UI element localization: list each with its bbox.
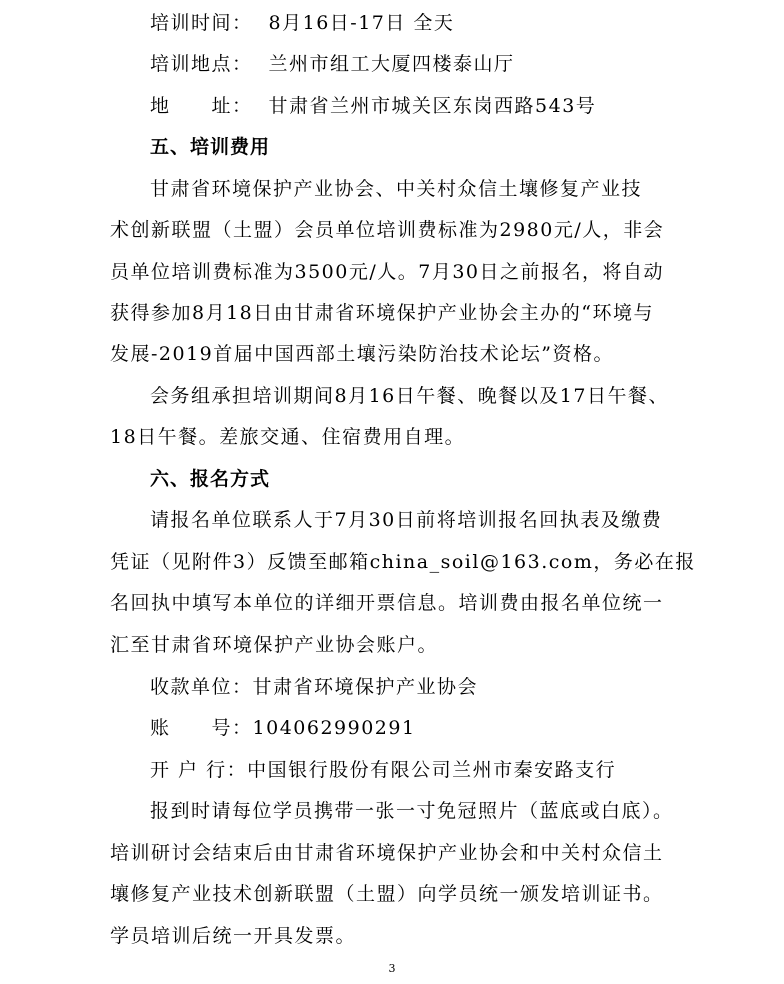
training-address-value: 甘肃省兰州市城关区东岗西路543号: [268, 95, 597, 117]
training-place-value: 兰州市组工大厦四楼泰山厅: [268, 53, 515, 75]
section6-p1-line2: 凭证（见附件3）反馈至邮箱china_soil@163.com，务必在报: [110, 551, 696, 573]
section5-p1-line1: 甘肃省环境保护产业协会、中关村众信土壤修复产业技: [150, 178, 643, 200]
section6-p2-line3: 壤修复产业技术创新联盟（土盟）向学员统一颁发培训证书。: [110, 883, 664, 905]
section6-p1-line4: 汇至甘肃省环境保护产业协会账户。: [110, 634, 439, 656]
section5-p1-line4: 获得参加8月18日由甘肃省环境保护产业协会主办的“环境与: [110, 302, 654, 324]
page-number: 3: [388, 962, 396, 975]
training-place-label: 培训地点：: [150, 53, 253, 75]
account-line: [150, 716, 416, 740]
bank-value: 中国银行股份有限公司兰州市秦安路支行: [247, 759, 617, 781]
section5-p2-line2: 18日午餐。差旅交通、住宿费用自理。: [110, 426, 466, 448]
training-time-label: 培训时间：: [150, 12, 253, 34]
section5-p1-line2: 术创新联盟（土盟）会员单位培训费标准为2980元/人，非会: [110, 219, 665, 241]
section6-p2-line4: 学员培训后统一开具发票。: [110, 925, 357, 947]
section6-p2-line1: 报到时请每位学员携带一张一寸免冠照片（蓝底或白底）。: [150, 800, 674, 822]
training-time-line: [150, 11, 454, 35]
section5-p2-line1: 会务组承担培训期间8月16日午餐、晚餐以及17日午餐、: [150, 385, 669, 407]
training-address-label: 地 址：: [150, 95, 253, 117]
payee-value: 甘肃省环境保护产业协会: [252, 676, 479, 698]
account-label: 账 号：: [150, 717, 253, 739]
bank-line: [150, 758, 616, 782]
training-time-value: 8月16日-17日 全天: [268, 12, 455, 34]
section6-p1-line1: 请报名单位联系人于7月30日前将培训报名回执表及缴费: [150, 509, 663, 531]
section5-p1-line3: 员单位培训费标准为3500元/人。7月30日之前报名，将自动: [110, 261, 665, 283]
payee-line: [150, 675, 478, 699]
section6-p1-line3: 名回执中填写本单位的详细开票信息。培训费由报名单位统一: [110, 592, 664, 614]
section6-p2-line2: 培训研讨会结束后由甘肃省环境保护产业协会和中关村众信土: [110, 842, 664, 864]
section5-heading: 五、培训费用: [150, 136, 271, 158]
section6-heading: 六、报名方式: [150, 468, 271, 490]
payee-label: 收款单位：: [150, 676, 253, 698]
bank-label: 开 户 行：: [150, 759, 248, 781]
training-place-line: [150, 52, 515, 76]
training-address-line: [150, 94, 596, 118]
account-value: 104062990291: [252, 717, 416, 739]
section5-p1-line5: 发展-2019首届中国西部土壤污染防治技术论坛”资格。: [110, 343, 614, 365]
